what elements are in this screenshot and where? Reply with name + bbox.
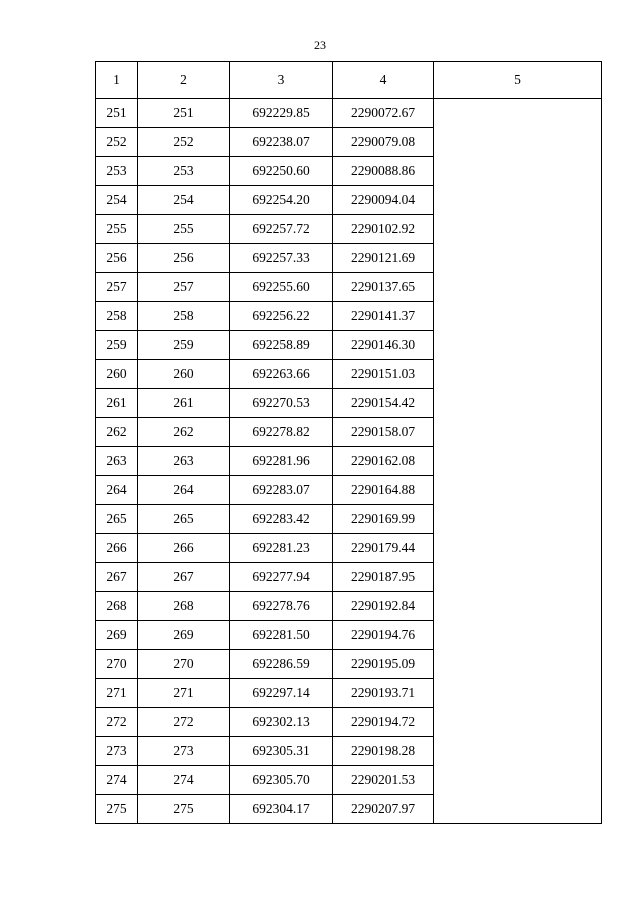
table-cell-col-1: 261 bbox=[96, 389, 138, 418]
table-cell-col-3: 692281.96 bbox=[230, 447, 333, 476]
table-cell-col-1: 254 bbox=[96, 186, 138, 215]
table-cell-col-3: 692278.82 bbox=[230, 418, 333, 447]
table-cell-col-1: 274 bbox=[96, 766, 138, 795]
table-cell-col-2: 269 bbox=[138, 621, 230, 650]
table-cell-col-3: 692283.07 bbox=[230, 476, 333, 505]
table-cell-col-3: 692257.72 bbox=[230, 215, 333, 244]
header-col-1: 1 bbox=[96, 62, 138, 99]
table-cell-col-1: 259 bbox=[96, 331, 138, 360]
header-col-3: 3 bbox=[230, 62, 333, 99]
table-cell-col-3: 692256.22 bbox=[230, 302, 333, 331]
table-cell-col-3: 692257.33 bbox=[230, 244, 333, 273]
table-cell-col-4: 2290187.95 bbox=[333, 563, 434, 592]
table-cell-col-2: 252 bbox=[138, 128, 230, 157]
table-cell-col-1: 272 bbox=[96, 708, 138, 737]
table-cell-col-2: 265 bbox=[138, 505, 230, 534]
table-cell-col-2: 272 bbox=[138, 708, 230, 737]
table-cell-col-2: 267 bbox=[138, 563, 230, 592]
table-cell-col-4: 2290154.42 bbox=[333, 389, 434, 418]
table-cell-col-2: 261 bbox=[138, 389, 230, 418]
table-cell-col-4: 2290169.99 bbox=[333, 505, 434, 534]
table-cell-col-3: 692229.85 bbox=[230, 99, 333, 128]
table-cell-col-2: 254 bbox=[138, 186, 230, 215]
table-cell-col-3: 692286.59 bbox=[230, 650, 333, 679]
table-cell-col-2: 251 bbox=[138, 99, 230, 128]
table-cell-col-4: 2290198.28 bbox=[333, 737, 434, 766]
coordinates-table bbox=[95, 61, 602, 824]
table-cell-col-3: 692238.07 bbox=[230, 128, 333, 157]
table-cell-col-4: 2290195.09 bbox=[333, 650, 434, 679]
table-cell-col-3: 692278.76 bbox=[230, 592, 333, 621]
table-cell-col-2: 268 bbox=[138, 592, 230, 621]
table-cell-col-3: 692304.17 bbox=[230, 795, 333, 824]
table-cell-col-2: 256 bbox=[138, 244, 230, 273]
page-number: 23 bbox=[314, 38, 326, 52]
table-cell-col-1: 268 bbox=[96, 592, 138, 621]
table-cell-col-3: 692305.31 bbox=[230, 737, 333, 766]
header-row bbox=[96, 62, 602, 99]
table-cell-col-1: 265 bbox=[96, 505, 138, 534]
table-cell-col-3: 692270.53 bbox=[230, 389, 333, 418]
table-cell-col-2: 255 bbox=[138, 215, 230, 244]
table-cell-col-4: 2290162.08 bbox=[333, 447, 434, 476]
table-body bbox=[96, 99, 602, 824]
table-cell-col-1: 264 bbox=[96, 476, 138, 505]
table-cell-col-4: 2290102.92 bbox=[333, 215, 434, 244]
table-cell-col-2: 266 bbox=[138, 534, 230, 563]
table-cell-col-4: 2290194.72 bbox=[333, 708, 434, 737]
table-cell-col-2: 257 bbox=[138, 273, 230, 302]
table-cell-col-4: 2290207.97 bbox=[333, 795, 434, 824]
header-col-4: 4 bbox=[333, 62, 434, 99]
table-cell-col-4: 2290193.71 bbox=[333, 679, 434, 708]
table-cell-col-2: 273 bbox=[138, 737, 230, 766]
table-cell-col-3: 692281.23 bbox=[230, 534, 333, 563]
table-cell-col-3: 692305.70 bbox=[230, 766, 333, 795]
table-cell-col-4: 2290192.84 bbox=[333, 592, 434, 621]
table-cell-col-3: 692281.50 bbox=[230, 621, 333, 650]
header-col-2: 2 bbox=[138, 62, 230, 99]
table-cell-col-4: 2290194.76 bbox=[333, 621, 434, 650]
table-cell-col-3: 692283.42 bbox=[230, 505, 333, 534]
table-cell-col-1: 267 bbox=[96, 563, 138, 592]
table-cell-col-2: 259 bbox=[138, 331, 230, 360]
table-cell-col-3: 692263.66 bbox=[230, 360, 333, 389]
table-cell-col-4: 2290151.03 bbox=[333, 360, 434, 389]
table-cell-col-1: 262 bbox=[96, 418, 138, 447]
table-cell-col-2: 274 bbox=[138, 766, 230, 795]
table-cell-col-4: 2290164.88 bbox=[333, 476, 434, 505]
table-header bbox=[96, 62, 602, 99]
table-cell-col-1: 269 bbox=[96, 621, 138, 650]
table-cell-col-4: 2290141.37 bbox=[333, 302, 434, 331]
table-cell-col-1: 266 bbox=[96, 534, 138, 563]
table-cell-col-2: 264 bbox=[138, 476, 230, 505]
table-cell-col-1: 252 bbox=[96, 128, 138, 157]
header-col-5: 5 bbox=[434, 62, 602, 99]
table-cell-col-1: 256 bbox=[96, 244, 138, 273]
table-cell-col-1: 257 bbox=[96, 273, 138, 302]
table-cell-col-4: 2290201.53 bbox=[333, 766, 434, 795]
table-cell-col-4: 2290137.65 bbox=[333, 273, 434, 302]
table-cell-col-5 bbox=[434, 99, 602, 824]
table-cell-col-1: 251 bbox=[96, 99, 138, 128]
table-cell-col-1: 275 bbox=[96, 795, 138, 824]
table-cell-col-4: 2290158.07 bbox=[333, 418, 434, 447]
table-cell-col-2: 253 bbox=[138, 157, 230, 186]
table-cell-col-3: 692302.13 bbox=[230, 708, 333, 737]
table-cell-col-3: 692254.20 bbox=[230, 186, 333, 215]
table-cell-col-4: 2290121.69 bbox=[333, 244, 434, 273]
table-cell-col-4: 2290146.30 bbox=[333, 331, 434, 360]
table-cell-col-1: 260 bbox=[96, 360, 138, 389]
table-cell-col-4: 2290179.44 bbox=[333, 534, 434, 563]
table-cell-col-3: 692250.60 bbox=[230, 157, 333, 186]
table-cell-col-3: 692277.94 bbox=[230, 563, 333, 592]
table-cell-col-3: 692258.89 bbox=[230, 331, 333, 360]
table-cell-col-4: 2290088.86 bbox=[333, 157, 434, 186]
table-cell-col-3: 692297.14 bbox=[230, 679, 333, 708]
table-cell-col-2: 263 bbox=[138, 447, 230, 476]
table-cell-col-1: 273 bbox=[96, 737, 138, 766]
table-cell-col-1: 258 bbox=[96, 302, 138, 331]
table-cell-col-2: 258 bbox=[138, 302, 230, 331]
table-cell-col-1: 271 bbox=[96, 679, 138, 708]
table-cell-col-1: 263 bbox=[96, 447, 138, 476]
table-cell-col-3: 692255.60 bbox=[230, 273, 333, 302]
table-cell-col-2: 270 bbox=[138, 650, 230, 679]
table-cell-col-2: 260 bbox=[138, 360, 230, 389]
table-cell-col-2: 275 bbox=[138, 795, 230, 824]
table-cell-col-2: 262 bbox=[138, 418, 230, 447]
table-row bbox=[96, 99, 602, 128]
table-cell-col-4: 2290072.67 bbox=[333, 99, 434, 128]
table-cell-col-1: 270 bbox=[96, 650, 138, 679]
table-cell-col-4: 2290079.08 bbox=[333, 128, 434, 157]
table-cell-col-2: 271 bbox=[138, 679, 230, 708]
table-cell-col-1: 255 bbox=[96, 215, 138, 244]
table-cell-col-4: 2290094.04 bbox=[333, 186, 434, 215]
table-cell-col-1: 253 bbox=[96, 157, 138, 186]
